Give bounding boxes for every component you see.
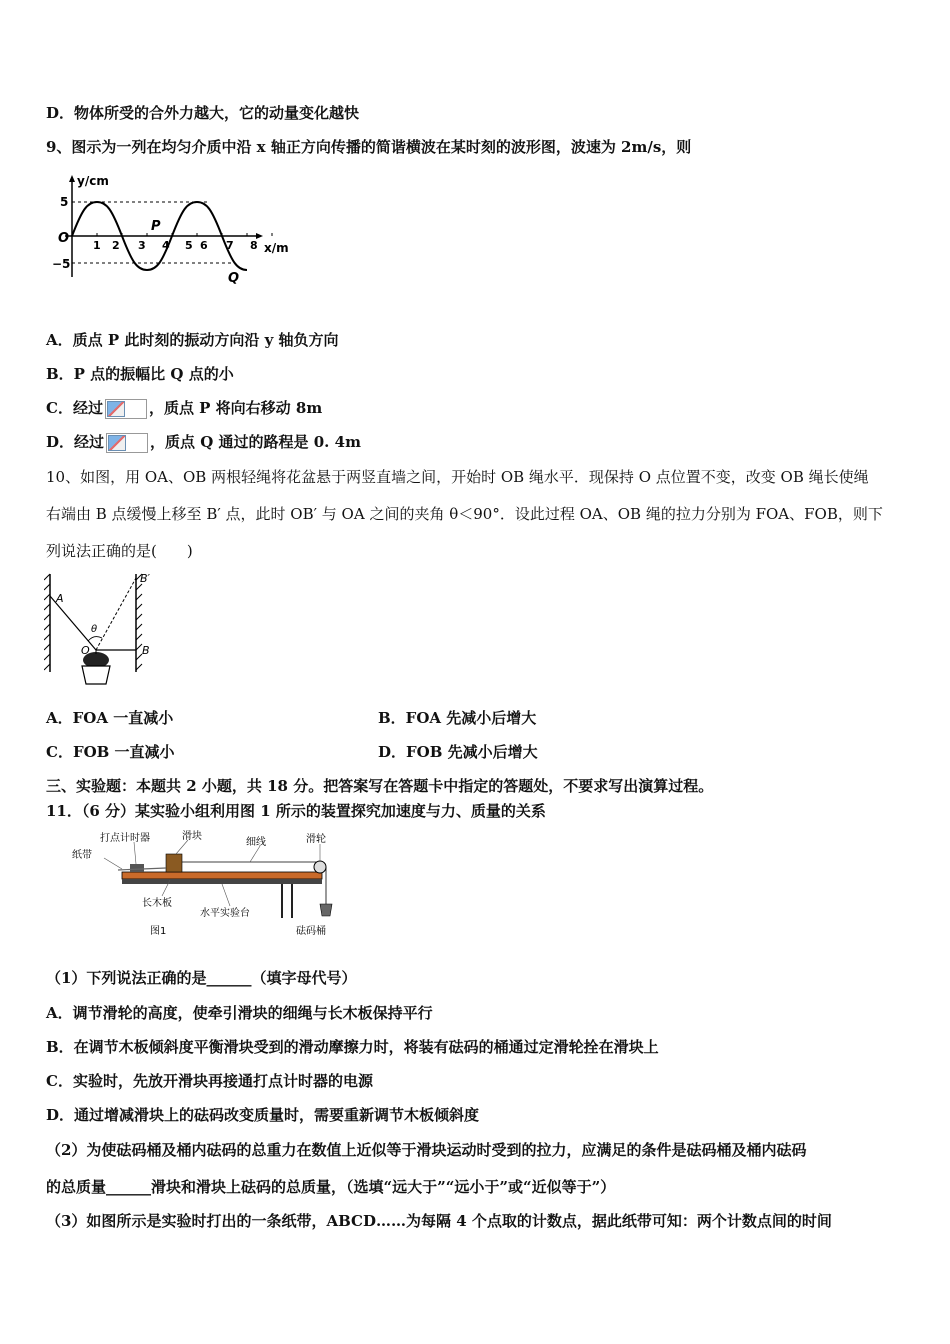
- q11-label-caption: 图1: [150, 926, 167, 937]
- broken-image-icon: [106, 433, 148, 453]
- q11-table-top: [122, 879, 322, 884]
- q8-option-d: D．物体所受的合外力越大，它的动量变化越快: [46, 104, 360, 122]
- q11-label-tape: 纸带: [72, 850, 92, 861]
- q11-label-pulley: 滑轮: [306, 834, 326, 845]
- q10-label-b: B: [142, 644, 150, 657]
- q10-pot: [82, 666, 110, 684]
- q9-xtick-6: 6: [200, 239, 208, 252]
- q9-stem: 9、图示为一列在均匀介质中沿 x 轴正方向传播的简谐横波在某时刻的波形图，波速为 2m/s，则: [46, 138, 692, 156]
- q11-label-bucket: 砝码桶: [296, 926, 326, 937]
- section3-heading: 三、实验题：本题共 2 小题，共 18 分。把答案写在答题卡中指定的答题处，不要求写出演算过程。: [46, 777, 714, 795]
- broken-image-icon: [105, 399, 147, 419]
- q9-option-d: [46, 432, 361, 453]
- q11-label-block: 滑块: [182, 831, 202, 842]
- q10-stem-line1: 10、如图，用 OA、OB 两根轻绳将花盆悬于两竖直墙之间，开始时 OB 绳水平．现保持 O 点位置不变，改变 OB 绳长使绳: [46, 468, 869, 486]
- q10-rope-ob-prime: [96, 578, 136, 650]
- q9-option-c-post: ，质点 P 将向右移动 8m: [148, 399, 323, 417]
- q9-option-c-pre: C．经过: [46, 399, 103, 417]
- q9-xtick-1: 1: [93, 239, 101, 252]
- q9-point-q: Q: [228, 271, 240, 284]
- q11-part3-line1: （3）如图所示是实验时打出的一条纸带，ABCD……为每隔 4 个点取的计数点，据此纸带可知：两个计数点间的时间: [46, 1212, 832, 1230]
- q10-label-a: A: [56, 592, 64, 605]
- q9-x-label: x/m: [264, 241, 289, 255]
- q11-option-b: B．在调节木板倾斜度平衡滑块受到的滑动摩擦力时，将装有砝码的桶通过定滑轮拴在滑块上: [46, 1038, 659, 1056]
- q11-option-d: D．通过增减滑块上的砝码改变质量时，需要重新调节木板倾斜度: [46, 1106, 480, 1124]
- q9-option-d-post: ，质点 Q 通过的路程是 0. 4m: [150, 433, 361, 451]
- q10-option-c: C．FOB 一直减小: [46, 743, 175, 761]
- q9-wave-graph: [50, 172, 290, 284]
- q11-block: [166, 854, 182, 872]
- q11-part1: （1）下列说法正确的是______（填字母代号）: [46, 969, 357, 987]
- q9-xtick-8: 8: [250, 239, 258, 252]
- q11-label-string: 细线: [246, 837, 266, 848]
- q10-angle-arc: [88, 637, 102, 641]
- q9-xtick-4: 4: [162, 239, 170, 252]
- q11-part2-line2: 的总质量______滑块和滑块上砝码的总质量，（选填“远大于”“远小于”或“近似等于”）: [46, 1178, 616, 1196]
- q10-option-d: D．FOB 先减小后增大: [378, 743, 538, 761]
- q11-label-table: 水平实验台: [200, 908, 250, 919]
- q11-timer: [130, 864, 144, 872]
- q11-apparatus-figure: [70, 830, 345, 945]
- q9-y-arrow: [69, 175, 75, 182]
- q11-pulley: [314, 861, 326, 873]
- q11-label-board: 长木板: [142, 898, 172, 909]
- q9-point-p: P: [151, 219, 161, 234]
- q9-xtick-2: 2: [112, 239, 120, 252]
- q11-option-a: A．调节滑轮的高度，使牵引滑块的细绳与长木板保持平行: [46, 1004, 433, 1022]
- q10-label-theta: θ: [91, 624, 98, 635]
- q11-part2-line1: （2）为使砝码桶及桶内砝码的总重力在数值上近似等于滑块运动时受到的拉力，应满足的条件是砝码桶及桶内砝码: [46, 1141, 807, 1159]
- q11-board: [122, 872, 322, 879]
- q11-option-c: C．实验时，先放开滑块再接通打点计时器的电源: [46, 1072, 373, 1090]
- q10-label-b-prime: B′: [140, 572, 151, 585]
- q9-ytick-neg5: −5: [52, 257, 71, 271]
- q11-bucket: [320, 904, 332, 916]
- q9-option-b: B．P 点的振幅比 Q 点的小: [46, 365, 234, 383]
- q9-option-c: [46, 398, 322, 419]
- q9-xtick-7: 7: [226, 239, 234, 252]
- q9-y-label: y/cm: [77, 174, 109, 188]
- q9-option-d-pre: D．经过: [46, 433, 105, 451]
- q10-option-a: A．FOA 一直减小: [46, 709, 174, 727]
- q9-option-a: A．质点 P 此时刻的振动方向沿 y 轴负方向: [46, 331, 339, 349]
- q10-label-o: O: [81, 644, 90, 657]
- q10-option-b: B．FOA 先减小后增大: [378, 709, 537, 727]
- q9-ytick-5: 5: [60, 195, 69, 209]
- q9-origin-label: O: [58, 231, 70, 246]
- q10-flowerpot-figure: [44, 572, 164, 692]
- q9-xtick-5: 5: [185, 239, 193, 252]
- q11-stem: 11．（6 分）某实验小组利用图 1 所示的装置探究加速度与力、质量的关系: [46, 802, 546, 820]
- q10-stem-line2: 右端由 B 点缓慢上移至 B′ 点，此时 OB′ 与 OA 之间的夹角 θ＜90°．设此过程 OA、OB 绳的拉力分别为 FOA、FOB，则下: [46, 505, 883, 523]
- q11-label-timer: 打点计时器: [100, 833, 150, 844]
- q10-stem-line3: 列说法正确的是( ): [46, 542, 193, 560]
- q9-xtick-3: 3: [138, 239, 146, 252]
